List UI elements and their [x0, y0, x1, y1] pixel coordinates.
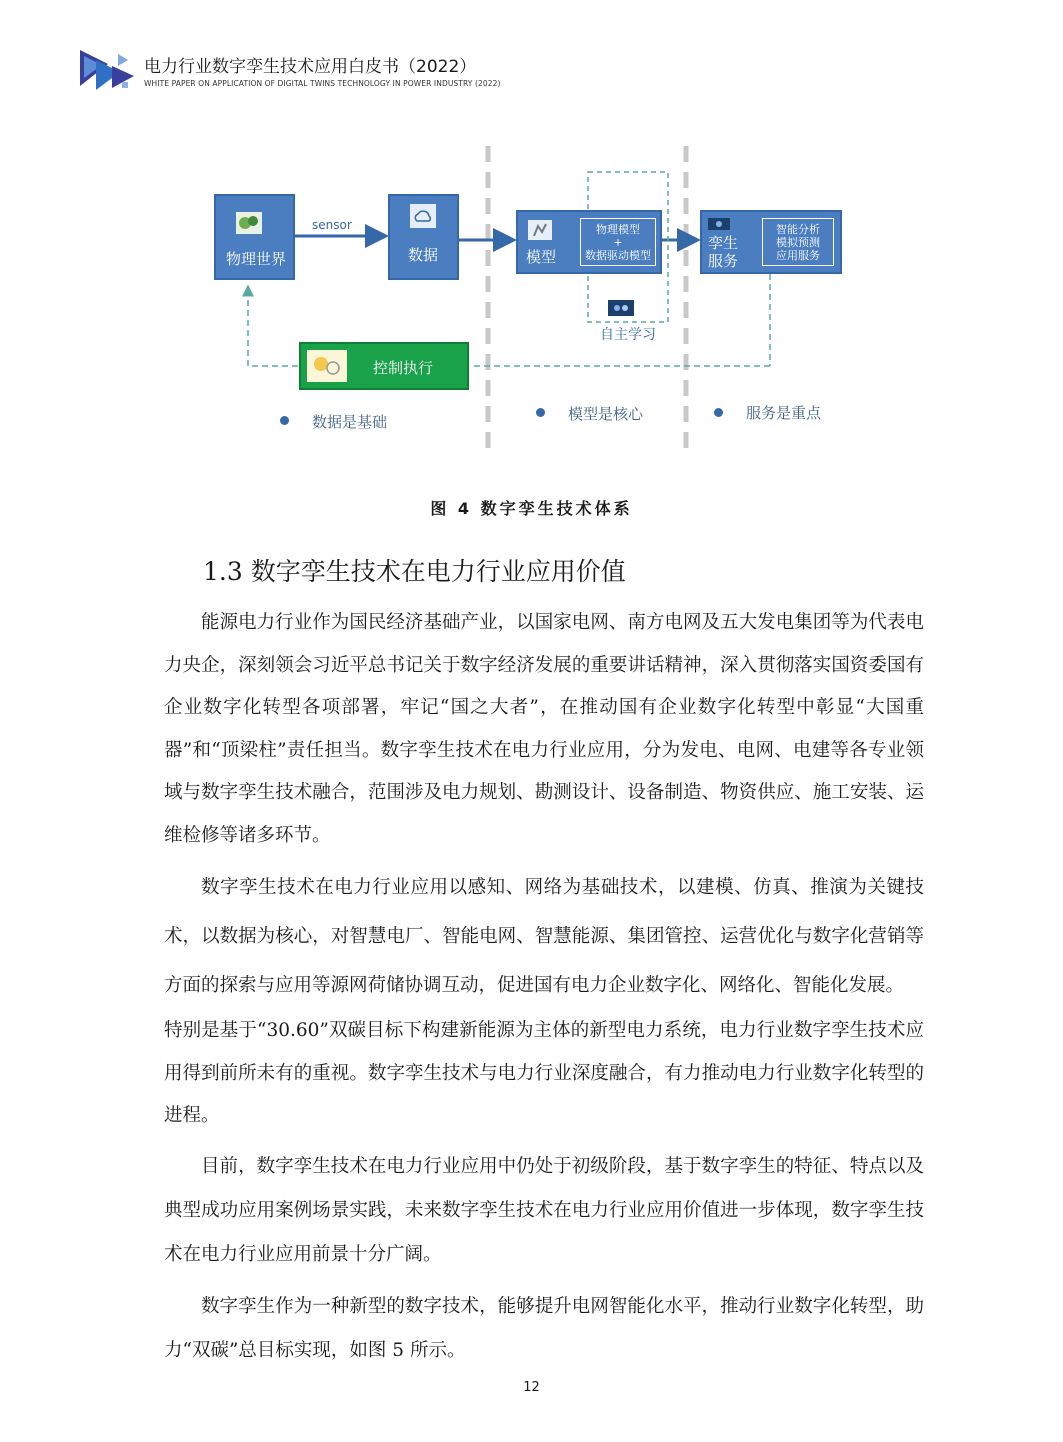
- pillar-data-dot: [280, 416, 289, 425]
- twin-service-label-1: 孪生: [708, 234, 739, 252]
- model-detail-line-1: 物理模型: [596, 222, 640, 236]
- control-execution-label: 控制执行: [373, 359, 434, 377]
- paragraph-1: 能源电力行业作为国民经济基础产业，以国家电网、南方电网及五大发电集团等为代表电力央企，深刻领会习近平总书记关于数字经济发展的重要讲话精神，深入贯彻落实国资委国有企业数字化转型各项部署，牢记“国之大者”，在推动国有企业数字化转型中彰显“大国重器”和“顶梁柱”责任担当。数字孪生技术在电力行业应用，分为发电、电网、电建等各专业领域与数字孪生技术融合，范围涉及电力规划、勘测设计、设备制造、物资供应、施工安装、运维检修等诸多环节。: [164, 612, 924, 846]
- model-detail-line-2: +: [613, 235, 623, 249]
- paragraph-5: 数字孪生作为一种新型的数字技术，能够提升电网智能化水平，推动行业数字化转型，助力“双碳”总目标实现，如图 5 所示。: [164, 1296, 924, 1361]
- model-icon: [528, 220, 552, 240]
- pillar-model-dot: [536, 408, 545, 417]
- model-detail-line-3: 数据驱动模型: [585, 248, 651, 262]
- service-icon: [708, 218, 730, 230]
- service-detail-line-3: 应用服务: [776, 248, 820, 262]
- twin-service-box: [700, 210, 842, 274]
- header-title: 电力行业数字孪生技术应用白皮书（2022）: [144, 57, 477, 77]
- service-detail-box: [762, 218, 834, 266]
- model-box: [516, 210, 662, 274]
- model-detail-box: [580, 218, 656, 266]
- paragraph-3: 特别是基于“30.60”双碳目标下构建新能源为主体的新型电力系统，电力行业数字孪生技术应用得到前所未有的重视。数字孪生技术与电力行业深度融合，有力推动电力行业数字化转型的进程。: [164, 1020, 924, 1126]
- data-box: [388, 194, 459, 280]
- pillar-service-label: 服务是重点: [746, 404, 822, 422]
- self-learning-label: 自主学习: [600, 327, 656, 343]
- physical-world-label: 物理世界: [226, 250, 287, 268]
- paragraph-2: 数字孪生技术在电力行业应用以感知、网络为基础技术，以建模、仿真、推演为关键技术，以数据为核心，对智慧电厂、智能电网、智慧能源、集团管控、运营优化与数字化营销等方面的探索与应用等源网荷储协调互动，促进国有电力企业数字化、网络化、智能化发展。: [164, 877, 924, 996]
- data-label: 数据: [408, 246, 439, 264]
- pillar-service-dot: [714, 408, 723, 417]
- control-execution-box: [299, 342, 469, 390]
- pillar-model-label: 模型是核心: [568, 405, 644, 423]
- service-detail-line-2: 模拟预测: [776, 235, 820, 249]
- whitepaper-logo: [78, 46, 136, 94]
- model-label: 模型: [526, 248, 557, 266]
- digital-twin-architecture-diagram: [200, 140, 860, 460]
- service-detail-line-1: 智能分析: [776, 222, 820, 236]
- twin-service-label-2: 服务: [708, 252, 739, 270]
- section-heading: 1.3 数字孪生技术在电力行业应用价值: [203, 557, 626, 586]
- paragraph-4: 目前，数字孪生技术在电力行业应用中仍处于初级阶段，基于数字孪生的特征、特点以及典型成功应用案例场景实践，未来数字孪生技术在电力行业应用价值进一步体现，数字孪生技术在电力行业应用前景十分广阔。: [164, 1156, 924, 1265]
- self-learning-icon: [608, 300, 634, 316]
- physical-world-icon: [236, 212, 262, 234]
- page-number: 12: [523, 1380, 540, 1395]
- physical-world-box: [214, 194, 295, 280]
- pillar-data-label: 数据是基础: [312, 413, 388, 431]
- header-subtitle: WHITE PAPER ON APPLICATION OF DIGITAL TWINS TECHNOLOGY IN POWER INDUSTRY (2022): [144, 79, 501, 88]
- figure-caption: 图 4 数字孪生技术体系: [430, 499, 633, 518]
- control-icon: [307, 350, 347, 382]
- sensor-label: sensor: [312, 218, 352, 232]
- cloud-icon: [410, 204, 436, 228]
